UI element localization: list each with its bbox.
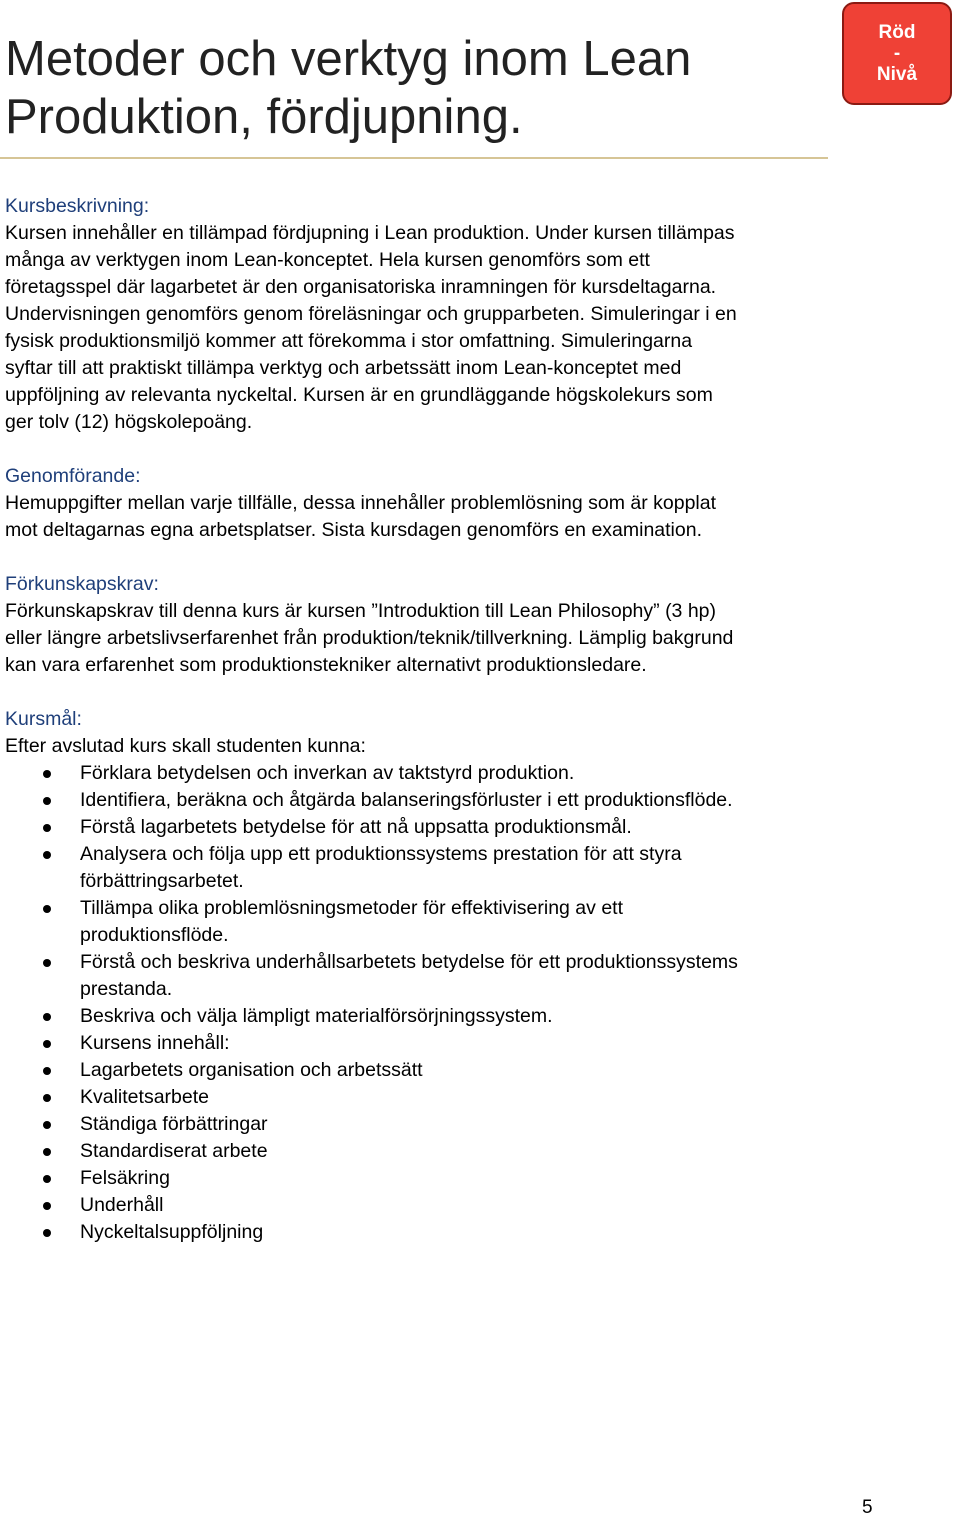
text-line: uppföljning av relevanta nyckeltal. Kursen är en grundläggande högskolekurs som [5, 384, 713, 406]
text-line: Kursen innehåller en tillämpad fördjupning i Lean produktion. Under kursen tillämpas [5, 222, 735, 244]
text-line: fysisk produktionsmiljö kommer att förekomma i stor omfattning. Simuleringarna [5, 330, 693, 352]
section-paragraph [5, 220, 950, 436]
list-item-text [80, 1138, 950, 1165]
list-item-text [80, 1192, 950, 1219]
text-line: syftar till att praktiskt tillämpa verktyg och arbetssätt inom Lean-konceptet med [5, 357, 682, 379]
list-item-text [80, 1057, 950, 1084]
section-genomforande [5, 463, 950, 544]
text-line: Undervisningen genomförs genom föreläsningar och grupparbeten. Simuleringar i en [5, 303, 737, 325]
text-line: Kursens innehåll: [80, 1032, 230, 1054]
list-item [5, 1138, 950, 1165]
text-line: Kvalitetsarbete [80, 1086, 209, 1108]
text-line: företagsspel där lagarbetet är den organisatoriska inramningen för kursdeltagarna. [5, 276, 717, 298]
list-item-text [80, 1084, 950, 1111]
list-item [5, 1219, 950, 1246]
section-kursmal [5, 706, 950, 1246]
bullet-icon [43, 797, 51, 805]
section-heading: Förkunskapskrav: [5, 573, 159, 595]
section-heading: Genomförande: [5, 465, 141, 487]
list-item-text [80, 841, 950, 895]
bullet-icon [43, 1013, 51, 1021]
list-item [5, 841, 950, 895]
page-number: 5 [862, 1497, 873, 1518]
text-line: mot deltagarnas egna arbetsplatser. Sista kursdagen genomförs en examination. [5, 519, 703, 541]
bullet-icon [43, 1067, 51, 1075]
list-item-text [80, 895, 950, 949]
title-line: Produktion, fördjupning. [5, 90, 523, 144]
badge-line: Nivå [876, 64, 918, 85]
bullet-icon [43, 1202, 51, 1210]
text-line: Förstå och beskriva underhållsarbetets betydelse för ett produktionssystems [80, 951, 738, 973]
list-item [5, 760, 950, 787]
text-line: Analysera och följa upp ett produktionssystems prestation för att styra [80, 843, 682, 865]
spacer [5, 436, 950, 463]
section-paragraph [5, 598, 950, 679]
list-item [5, 1192, 950, 1219]
text-line: Förkunskapskrav till denna kurs är kursen ”Introduktion till Lean Philosophy” (3 hp) [5, 600, 717, 622]
text-line: kan vara erfarenhet som produktionstekniker alternativt produktionsledare. [5, 654, 647, 676]
list-item-text [80, 1165, 950, 1192]
section-forkunskapskrav [5, 571, 950, 679]
title-divider [0, 157, 828, 159]
list-item [5, 1003, 950, 1030]
text-line: Nyckeltalsuppföljning [80, 1221, 264, 1243]
bullet-icon [43, 1229, 51, 1237]
text-line: Tillämpa olika problemlösningsmetoder för effektivisering av ett [80, 897, 624, 919]
text-line: många av verktygen inom Lean-konceptet. Hela kursen genomförs som ett [5, 249, 650, 271]
bullet-icon [43, 770, 51, 778]
text-line: Underhåll [80, 1194, 164, 1216]
text-line: Ständiga förbättringar [80, 1113, 268, 1135]
bullet-icon [43, 959, 51, 967]
text-line: Standardiserat arbete [80, 1140, 268, 1162]
text-line: prestanda. [80, 978, 173, 1000]
list-item-text [80, 1219, 950, 1246]
list-item-text [80, 814, 950, 841]
section-intro: Efter avslutad kurs skall studenten kunna: [5, 735, 366, 757]
text-line: förbättringsarbetet. [80, 870, 244, 892]
badge-line: Röd [878, 22, 916, 43]
text-line: ger tolv (12) högskolepoäng. [5, 411, 253, 433]
text-line: Lagarbetets organisation och arbetssätt [80, 1059, 423, 1081]
text-line: eller längre arbetslivserfarenhet från produktion/teknik/tillverkning. Lämplig bakgrund [5, 627, 734, 649]
list-item [5, 1111, 950, 1138]
list-item [5, 1057, 950, 1084]
list-item-text [80, 1111, 950, 1138]
bullet-icon [43, 1175, 51, 1183]
list-item [5, 1084, 950, 1111]
list-item-text [80, 949, 950, 1003]
list-item-text [80, 1003, 950, 1030]
section-paragraph [5, 490, 950, 544]
list-item [5, 949, 950, 1003]
badge-line: - [893, 43, 901, 64]
text-line: Hemuppgifter mellan varje tillfälle, dessa innehåller problemlösning som är kopplat [5, 492, 717, 514]
text-line: Felsäkring [80, 1167, 170, 1189]
goals-list [5, 760, 950, 1246]
spacer [5, 679, 950, 706]
list-item-text [80, 787, 950, 814]
section-kursbeskrivning [5, 193, 950, 436]
document-body [5, 193, 950, 1246]
title-line: Metoder och verktyg inom Lean [5, 32, 692, 86]
bullet-icon [43, 851, 51, 859]
list-item [5, 814, 950, 841]
bullet-icon [43, 1148, 51, 1156]
text-line: Beskriva och välja lämpligt materialförsörjningssystem. [80, 1005, 553, 1027]
bullet-icon [43, 1040, 51, 1048]
page-title [5, 30, 825, 146]
text-line: Förstå lagarbetets betydelse för att nå uppsatta produktionsmål. [80, 816, 632, 838]
level-badge [842, 2, 952, 105]
list-item-text [80, 760, 950, 787]
list-item-text [80, 1030, 950, 1057]
text-line: Förklara betydelsen och inverkan av taktstyrd produktion. [80, 762, 575, 784]
bullet-icon [43, 905, 51, 913]
text-line: produktionsflöde. [80, 924, 229, 946]
list-item [5, 1165, 950, 1192]
bullet-icon [43, 1121, 51, 1129]
bullet-icon [43, 824, 51, 832]
list-item [5, 895, 950, 949]
text-line: Identifiera, beräkna och åtgärda balanseringsförluster i ett produktionsflöde. [80, 789, 733, 811]
spacer [5, 544, 950, 571]
list-item [5, 1030, 950, 1057]
list-item [5, 787, 950, 814]
bullet-icon [43, 1094, 51, 1102]
section-heading: Kursbeskrivning: [5, 195, 150, 217]
section-heading: Kursmål: [5, 708, 82, 730]
